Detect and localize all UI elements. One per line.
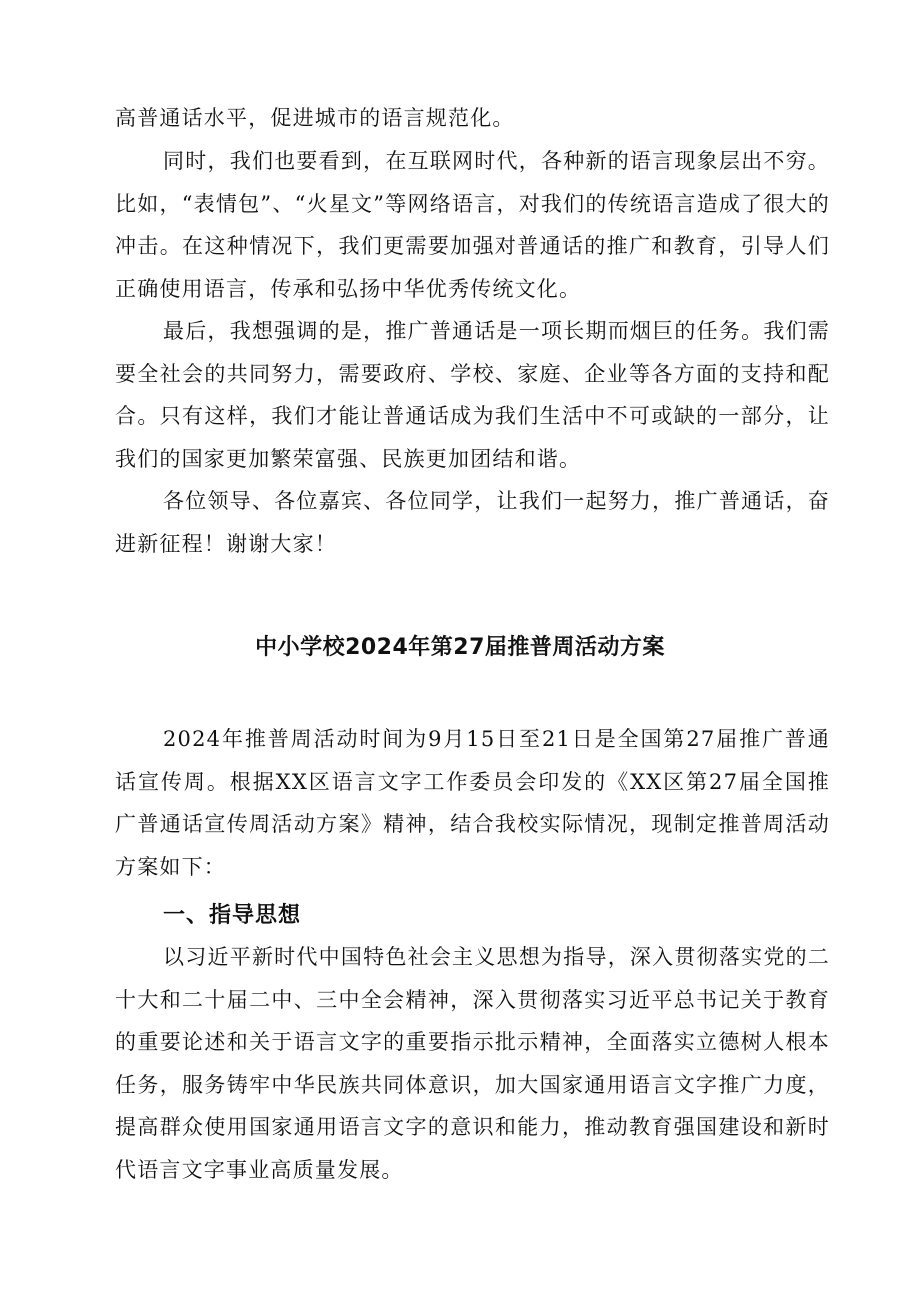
- paragraph-closing: 各位领导、各位嘉宾、各位同学，让我们一起努力，推广普通话，奋进新征程！谢谢大家！: [115, 489, 830, 556]
- paragraph-emphasis: 最后，我想强调的是，推广普通话是一项长期而烟巨的任务。我们需要全社会的共同努力，需要政府、学校、家庭、企业等各方面的支持和配合。只有这样，我们才能让普通话成为我们生活中不可或缺的一部分，让我们的国家更加繁荣富强、民族更加团结和谐。: [115, 319, 830, 471]
- paragraph-internet-language: 同时，我们也要看到，在互联网时代，各种新的语言现象层出不穷。比如，“表情包”、“火星文”等网络语言，对我们的传统语言造成了很大的冲击。在这种情况下，我们更需要加强对普通话的推广和教育，引导人们正确使用语言，传承和弘扬中华优秀传统文化。: [115, 149, 830, 301]
- plan-title: 中小学校2024年第27届推普周活动方案: [255, 635, 665, 660]
- section-heading-guiding-ideology: 一、指导思想: [163, 903, 302, 928]
- paragraph-continuation: 高普通话水平，促进城市的语言规范化。: [115, 106, 515, 130]
- paragraph-guiding-ideology: 以习近平新时代中国特色社会主义思想为指导，深入贯彻落实党的二十大和二十届二中、三中全会精神，深入贯彻落实习近平总书记关于教育的重要论述和关于语言文字的重要指示批示精神，全面落实立德树人根本任务，服务铸牢中华民族共同体意识，加大国家通用语言文字推广力度，提高群众使用国家通用语言文字的意识和能力，推动教育强国建设和新时代语言文字事业高质量发展。: [115, 945, 830, 1182]
- paragraph-plan-intro: 2024年推普周活动时间为9月15日至21日是全国第27届推广普通话宣传周。根据XX区语言文字工作委员会印发的《XX区第27届全国推广普通话宣传周活动方案》精神，结合我校实际情况，现制定推普周活动方案如下：: [115, 727, 830, 879]
